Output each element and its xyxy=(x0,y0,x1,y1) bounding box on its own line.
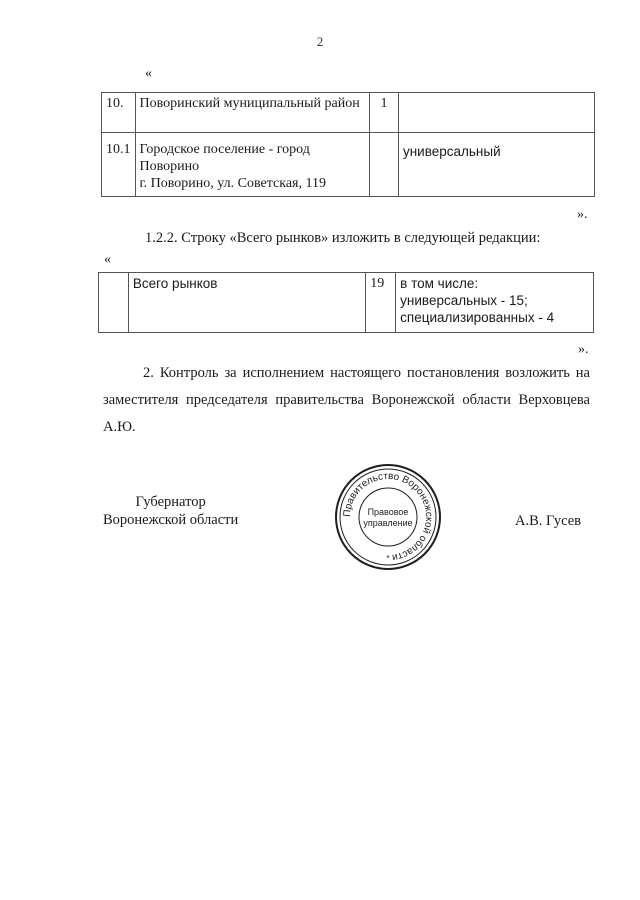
market-count: 1 xyxy=(370,93,399,133)
table-row xyxy=(102,93,595,133)
total-breakdown xyxy=(396,273,594,333)
total-markets-table xyxy=(98,272,594,333)
title-line: Губернатор xyxy=(135,494,206,510)
row-number xyxy=(99,273,129,333)
table-row xyxy=(99,273,594,333)
settlement-name: Городское поселение - город Поворино xyxy=(139,142,310,174)
seal-star-mark: * xyxy=(386,554,390,563)
opening-quote: « xyxy=(104,252,111,267)
official-seal xyxy=(333,462,443,572)
municipality-name: Поворинский муниципальный район xyxy=(135,93,370,133)
market-type: универсальный xyxy=(398,133,594,197)
table-row xyxy=(102,133,595,197)
specialized-count: специализированных - 4 xyxy=(400,310,555,325)
control-paragraph: 2. Контроль за исполнением настоящего постановления возложить на заместителя председателя правительства Воронежской области Верховцева А.Ю. xyxy=(103,365,590,435)
seal-center-line: управление xyxy=(363,518,413,528)
row-number: 10.1 xyxy=(102,133,136,197)
market-type xyxy=(398,93,594,133)
market-address: г. Поворино, ул. Советская, 119 xyxy=(139,176,326,191)
title-line: Воронежской области xyxy=(103,512,239,528)
total-label: Всего рынков xyxy=(128,273,365,333)
total-count: 19 xyxy=(366,273,396,333)
opening-quote: « xyxy=(145,66,152,81)
markets-table xyxy=(101,92,595,197)
signatory-title xyxy=(103,493,238,529)
clause-text: 1.2.2. Строку «Всего рынков» изложить в следующей редакции: xyxy=(145,230,541,246)
universal-count: универсальных - 15; xyxy=(400,293,528,308)
seal-ring-text: Правительство Воронежской области xyxy=(341,470,435,563)
market-count xyxy=(370,133,399,197)
row-number: 10. xyxy=(102,93,136,133)
closing-quote: ». xyxy=(578,342,589,357)
seal-center-line: Правовое xyxy=(367,507,409,517)
signatory-name: А.В. Гусев xyxy=(515,513,581,529)
settlement-cell xyxy=(135,133,370,197)
page-number: 2 xyxy=(316,34,324,49)
breakdown-intro: в том числе: xyxy=(400,276,479,291)
closing-quote: ». xyxy=(577,207,588,222)
